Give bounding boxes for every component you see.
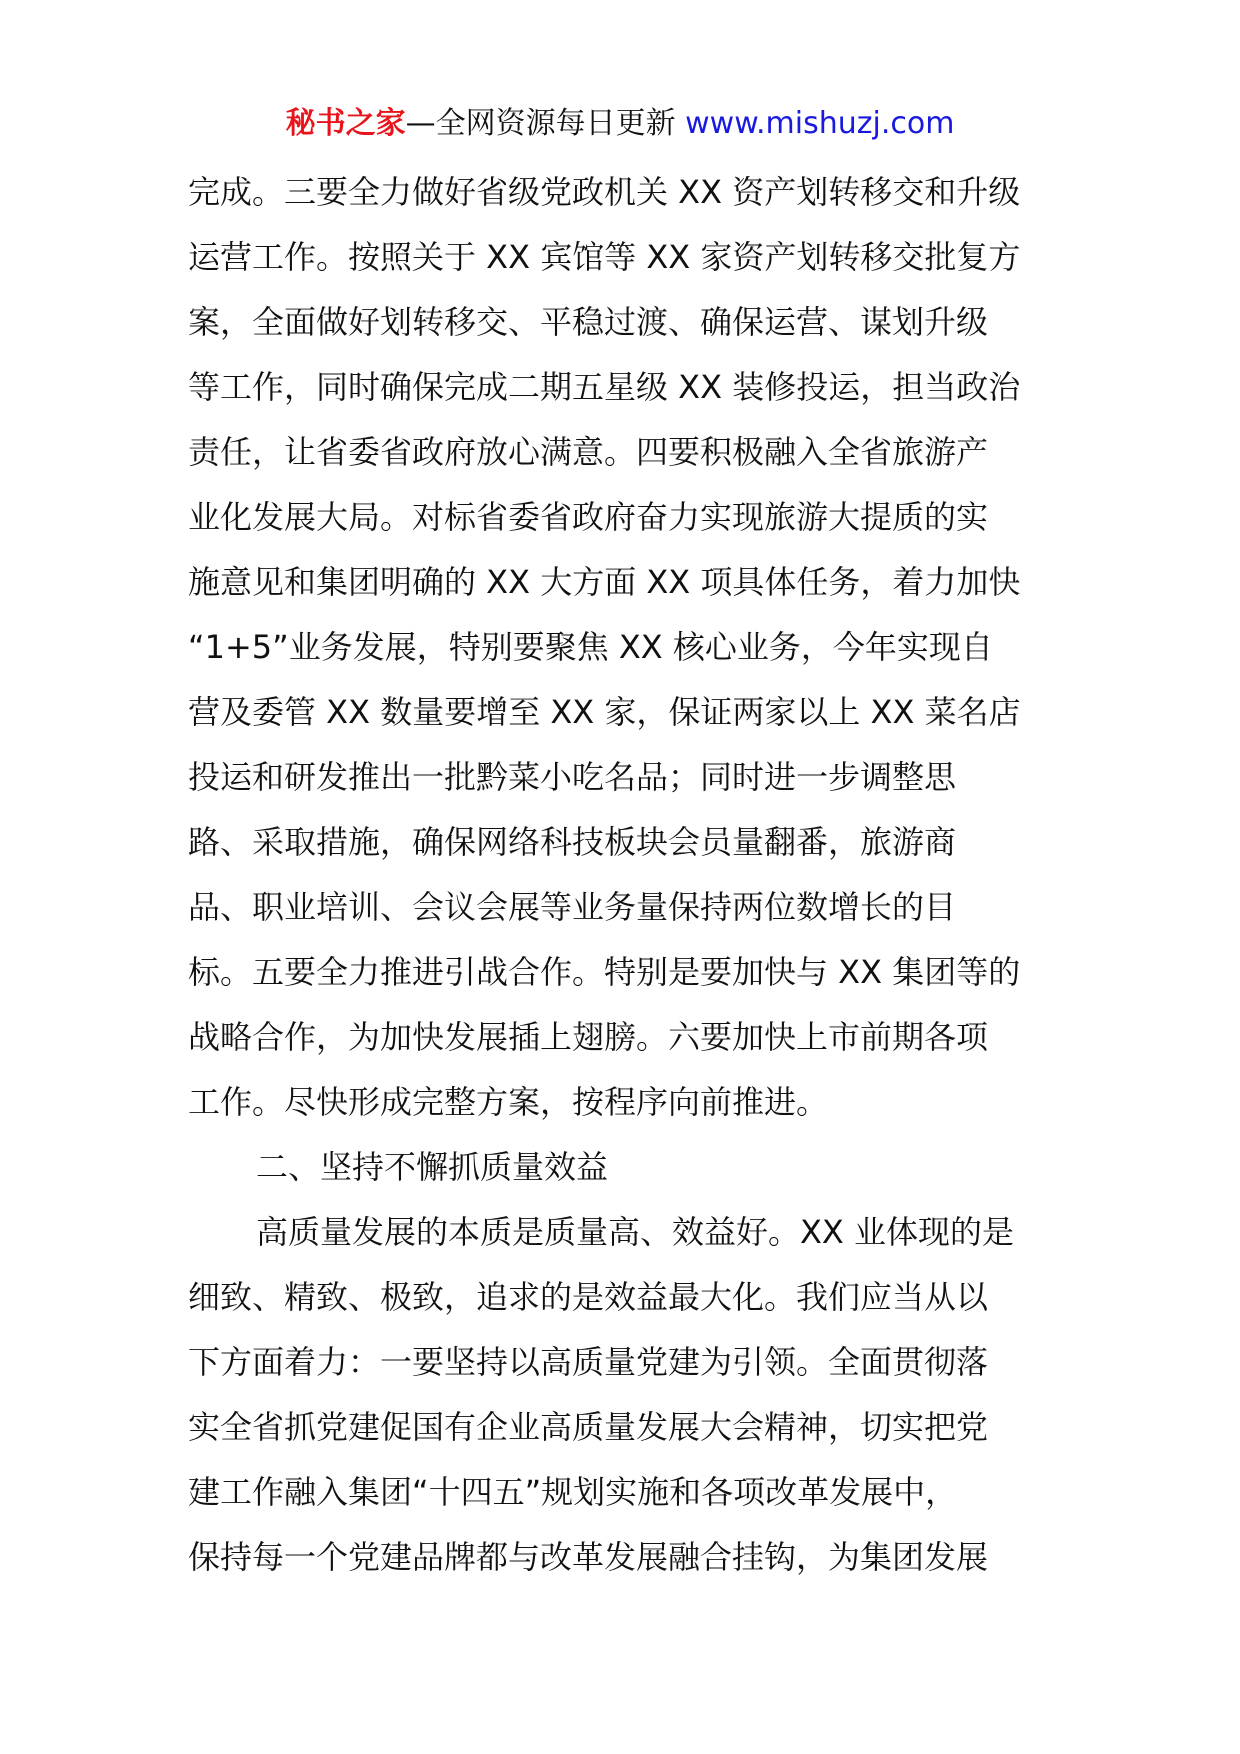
text-line: 品、职业培训、会议会展等业务量保持两位数增长的目	[188, 888, 957, 926]
text-line: 完成。三要全力做好省级党政机关 XX 资产划转移交和升级	[188, 173, 1021, 211]
site-tagline: —全网资源每日更新	[405, 106, 686, 141]
text-line: 业化发展大局。对标省委省政府奋力实现旅游大提质的实	[188, 498, 989, 536]
text-line: 责任，让省委省政府放心满意。四要积极融入全省旅游产	[188, 433, 989, 471]
text-line: 细致、精致、极致，追求的是效益最大化。我们应当从以	[188, 1278, 989, 1316]
section-heading: 二、坚持不懈抓质量效益	[256, 1148, 609, 1186]
text-line: 高质量发展的本质是质量高、效益好。XX 业体现的是	[256, 1213, 1015, 1251]
text-line: 路、采取措施，确保网络科技板块会员量翻番，旅游商	[188, 823, 957, 861]
site-url-link[interactable]: www.mishuzj.com	[685, 106, 955, 141]
text-line: 等工作，同时确保完成二期五星级 XX 装修投运，担当政治	[188, 368, 1021, 406]
text-line: 营及委管 XX 数量要增至 XX 家，保证两家以上 XX 菜名店	[188, 693, 1021, 731]
text-line: 建工作融入集团“十四五”规划实施和各项改革发展中，	[188, 1473, 958, 1511]
text-line: 施意见和集团明确的 XX 大方面 XX 项具体任务，着力加快	[188, 563, 1021, 601]
text-line: 投运和研发推出一批黔菜小吃名品；同时进一步调整思	[188, 758, 957, 796]
site-header	[0, 100, 1240, 148]
document-body	[188, 160, 1058, 1590]
text-line: 标。五要全力推进引战合作。特别是要加快与 XX 集团等的	[188, 953, 1021, 991]
site-brand: 秘书之家	[285, 106, 406, 141]
text-line: 战略合作，为加快发展插上翅膀。六要加快上市前期各项	[188, 1018, 989, 1056]
text-line: 实全省抓党建促国有企业高质量发展大会精神，切实把党	[188, 1408, 989, 1446]
text-line: 运营工作。按照关于 XX 宾馆等 XX 家资产划转移交批复方	[188, 238, 1021, 276]
text-line: “1+5”业务发展，特别要聚焦 XX 核心业务，今年实现自	[188, 628, 993, 666]
text-line: 下方面着力：一要坚持以高质量党建为引领。全面贯彻落	[188, 1343, 989, 1381]
text-line: 工作。尽快形成完整方案，按程序向前推进。	[188, 1083, 829, 1121]
text-line: 案，全面做好划转移交、平稳过渡、确保运营、谋划升级	[188, 303, 989, 341]
text-line: 保持每一个党建品牌都与改革发展融合挂钩，为集团发展	[188, 1538, 989, 1576]
